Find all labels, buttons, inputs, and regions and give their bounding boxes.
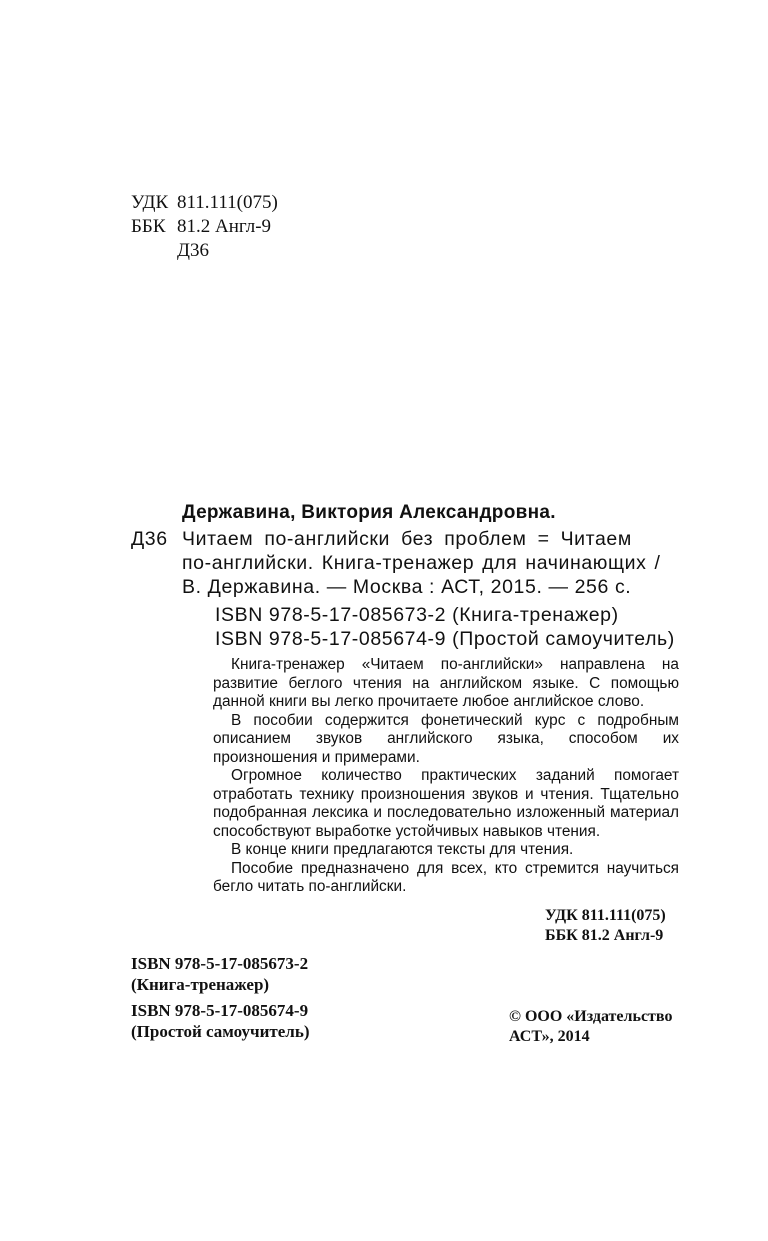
copyright xyxy=(509,1007,672,1047)
annotation xyxy=(213,656,679,897)
isbn-1: ISBN 978-5-17-085673-2 xyxy=(131,954,309,973)
annotation-paragraph: Огромное количество практических заданий помогает отработать технику произношения звуков и чтения. Тщательно подобранная лексика и последовательно изложенный материал способствуют выработке устойчивых навыков чтения. xyxy=(213,767,679,840)
classification-codes xyxy=(131,191,278,263)
right-codes xyxy=(545,906,666,946)
title-line: Читаем по-английски без проблем = Читаем xyxy=(182,528,632,550)
copyright-line: © ООО «Издательство xyxy=(509,1008,673,1025)
author-heading: Державина, Виктория Александровна. xyxy=(182,502,556,523)
isbn-record xyxy=(215,603,675,651)
udk-label: УДК xyxy=(131,192,169,213)
udk-value: 811.111(075) xyxy=(177,192,278,213)
annotation-paragraph: В пособии содержится фонетический курс с подробным описанием звуков английского языка, способом их произношения и примерами. xyxy=(213,711,679,766)
title-line: по-английски. Книга-тренажер для начинающих / xyxy=(182,552,661,574)
annotation-paragraph: Пособие предназначено для всех, кто стремится научиться бегло читать по-английски. xyxy=(213,859,679,895)
bbk-label: ББК xyxy=(131,216,166,237)
isbn-record-line: ISBN 978-5-17-085673-2 (Книга-тренажер) xyxy=(215,604,619,626)
udk-line xyxy=(131,191,278,215)
isbn-block xyxy=(131,953,309,1042)
isbn-1-desc: (Книга-тренажер) xyxy=(131,975,270,994)
isbn-2: ISBN 978-5-17-085674-9 xyxy=(131,1001,309,1020)
title-line: В. Державина. — Москва : АСТ, 2015. — 256 с. xyxy=(182,576,632,598)
right-bbk: ББК 81.2 Англ-9 xyxy=(545,927,664,944)
title-statement xyxy=(182,527,661,599)
bbk-line xyxy=(131,215,278,239)
author-mark-line xyxy=(131,239,278,263)
annotation-paragraph: В конце книги предлагаются тексты для чтения. xyxy=(231,841,574,858)
bbk-value: 81.2 Англ-9 xyxy=(177,216,272,237)
isbn-2-desc: (Простой самоучитель) xyxy=(131,1022,310,1041)
isbn-record-line: ISBN 978-5-17-085674-9 (Простой самоучитель) xyxy=(215,628,675,650)
copyright-line: АСТ», 2014 xyxy=(509,1028,590,1045)
author-mark-record: Д36 xyxy=(131,528,168,550)
annotation-paragraph: Книга-тренажер «Читаем по-английски» направлена на развитие беглого чтения на английском языке. С помощью данной книги вы легко прочитаете любое английское слово. xyxy=(213,656,679,710)
author-mark-top: Д36 xyxy=(177,240,209,261)
right-udk: УДК 811.111(075) xyxy=(545,907,666,924)
